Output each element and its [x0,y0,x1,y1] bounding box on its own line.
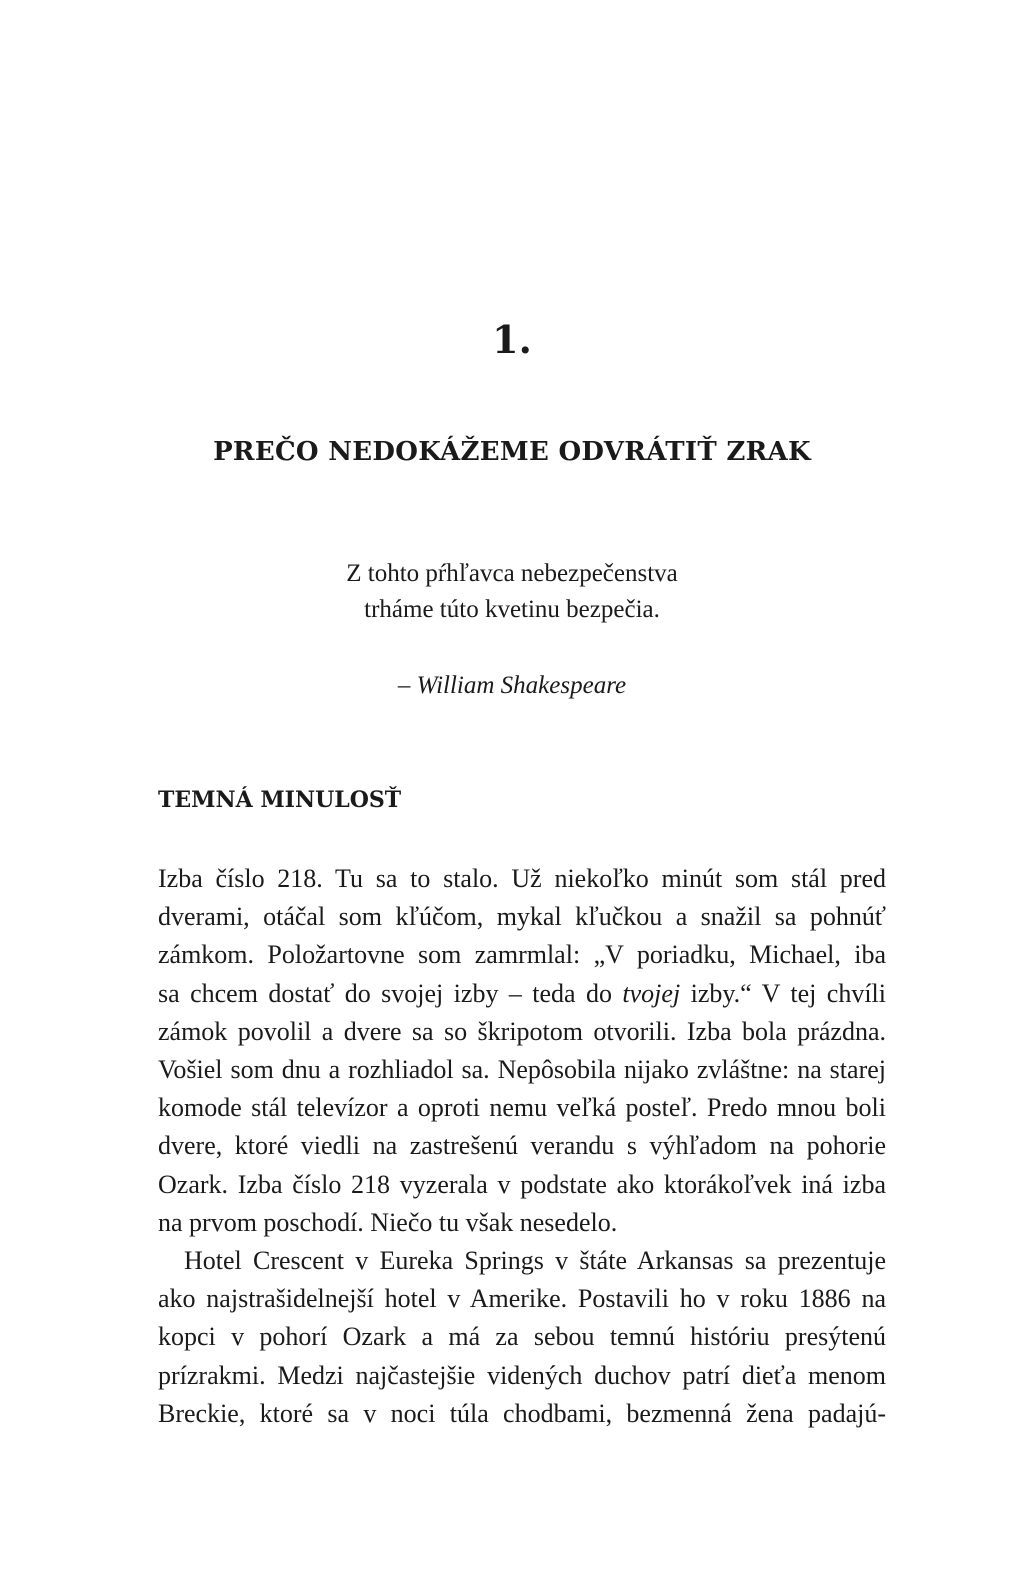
attribution-dash: – [397,672,411,699]
attribution-author: William Shakespeare [416,672,627,699]
text-line [158,975,886,1013]
text-line: Ozark. Izba číslo 218 vyzerala v podstate ako ktorákoľvek iná izba [158,1169,886,1199]
text-line: dvere, ktoré viedli na zastrešenú verandu s výhľadom na pohorie [158,1131,886,1161]
text-line: Vošiel som dnu a rozhliadol sa. Nepôsobila nijako zvláštne: na starej [158,1055,886,1085]
chapter-number: 1. [492,317,532,362]
text-line: Breckie, ktoré sa v noci túla chodbami, bezmenná žena padajú- [158,1398,886,1428]
epigraph [0,556,1024,628]
text-line: zámkom. Položartovne som zamrmlal: „V poriadku, Michael, iba [158,940,886,970]
epigraph-attribution [0,668,1024,704]
epigraph-line: trháme túto kvetinu bezpečia. [364,596,660,623]
text-line-tail: izby.“ V tej chvíli [680,978,887,1008]
text-line: dverami, otáčal som kľúčom, mykal kľučkou a snažil sa pohnúť [158,902,886,932]
paragraph [158,1242,886,1433]
italic-word: tvojej [622,978,681,1008]
paragraph [158,860,886,1242]
text-line-head: sa chcem dostať do svojej izby – teda do [158,978,623,1008]
text-line: prízrakmi. Medzi najčastejšie videných duchov patrí dieťa menom [158,1360,886,1390]
text-line: Hotel Crescent v Eureka Springs v štáte Arkansas sa prezentuje [184,1246,886,1276]
text-line: Izba číslo 218. Tu sa to stalo. Už niekoľko minút som stál pred [158,864,886,893]
chapter-title: PREČO NEDOKÁŽEME ODVRÁTIŤ ZRAK [213,437,811,467]
text-line: komode stál televízor a oproti nemu veľká posteľ. Predo mnou boli [158,1093,886,1123]
text-line: zámok povolil a dvere sa so škripotom otvorili. Izba bola prázdna. [158,1016,886,1046]
epigraph-line: Z tohto pŕhľavca nebezpečenstva [346,560,678,587]
section-heading: TEMNÁ MINULOSŤ [158,787,402,813]
text-line: na prvom poschodí. Niečo tu však nesedelo. [158,1207,618,1237]
body-text [158,860,886,1433]
text-line: kopci v pohorí Ozark a má za sebou temnú históriu presýtenú [158,1322,886,1352]
text-line: ako najstrašidelnejší hotel v Amerike. Postavili ho v roku 1886 na [158,1284,886,1314]
